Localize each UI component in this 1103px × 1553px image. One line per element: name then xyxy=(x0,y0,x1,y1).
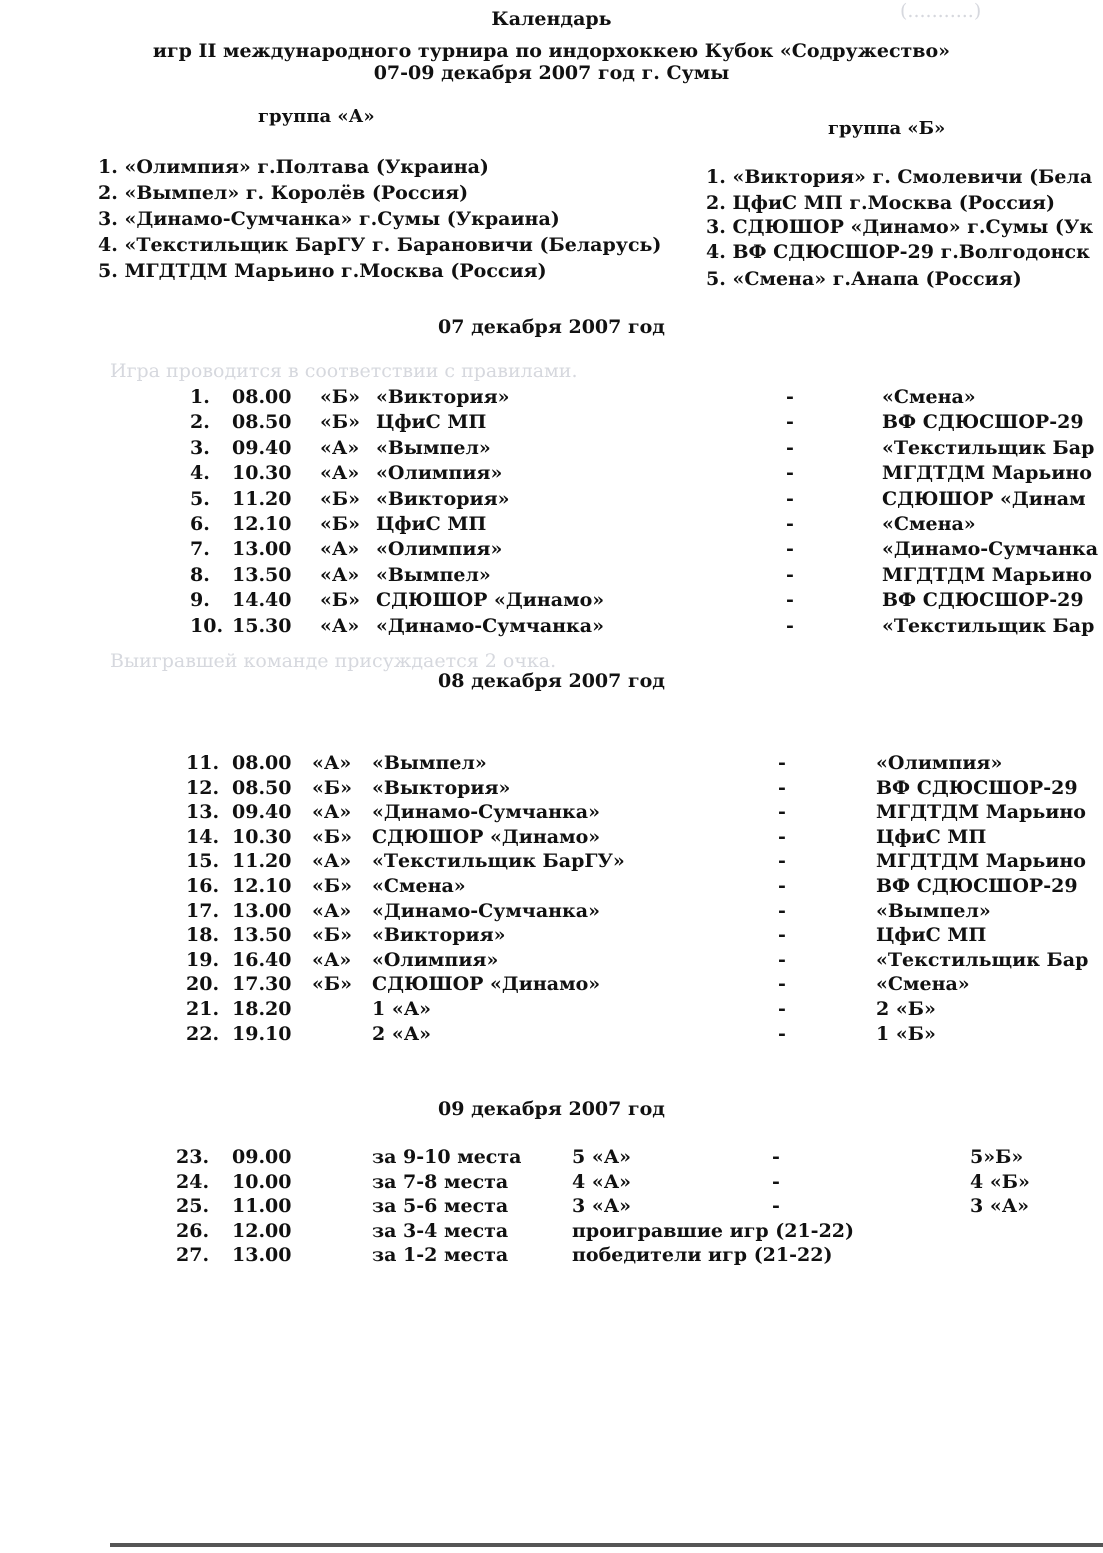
match-group: «А» xyxy=(320,538,360,561)
match-row xyxy=(0,513,1103,538)
match-num: 21. xyxy=(186,998,220,1020)
match-row xyxy=(0,900,1103,925)
match-time: 14.40 xyxy=(232,589,292,612)
match-home: СДЮШОР «Динамо» xyxy=(372,825,601,848)
match-dash: - xyxy=(778,850,786,873)
match-time: 15.30 xyxy=(232,614,292,637)
match-group: «А» xyxy=(312,850,352,873)
match-group: «А» xyxy=(320,436,360,459)
match-place: за 1-2 места xyxy=(372,1244,509,1267)
match-home: «Виктория» xyxy=(376,487,510,510)
match-home: «Динамо-Сумчанка» xyxy=(376,614,604,637)
match-home: «Вымпел» xyxy=(372,752,487,774)
match-group: «А» xyxy=(320,563,360,586)
group-b-team: 5. «Смена» г.Анапа (Россия) xyxy=(706,268,1022,290)
day2-title: 08 декабря 2007 год xyxy=(438,670,665,692)
match-group: «А» xyxy=(312,948,352,971)
match-away: МГДТДМ Марьино xyxy=(876,801,1086,824)
match-row xyxy=(0,973,1103,998)
match-home: «Олимпия» xyxy=(372,948,499,971)
match-group: «Б» xyxy=(312,875,352,897)
match-home: 5 «А» xyxy=(572,1146,632,1168)
match-group: «Б» xyxy=(312,825,352,848)
match-dash: - xyxy=(786,411,794,434)
match-dash: - xyxy=(786,462,794,485)
match-row xyxy=(0,875,1103,900)
match-dash: - xyxy=(778,1022,786,1045)
match-time: 13.00 xyxy=(232,538,292,561)
match-away: ЦфиС МП xyxy=(876,825,987,848)
group-b-team: 3. СДЮШОР «Динамо» г.Сумы (Ук xyxy=(706,216,1094,238)
match-dash: - xyxy=(786,386,794,408)
group-a-team: 3. «Динамо-Сумчанка» г.Сумы (Украина) xyxy=(98,208,560,230)
match-num: 25. xyxy=(176,1195,210,1218)
match-home: «Виктория» xyxy=(376,386,510,408)
day3-title: 09 декабря 2007 год xyxy=(438,1098,665,1120)
day1-title: 07 декабря 2007 год xyxy=(438,316,665,338)
group-a-team: 1. «Олимпия» г.Полтава (Украина) xyxy=(98,156,489,178)
match-dash: - xyxy=(786,614,794,637)
match-row xyxy=(0,615,1103,640)
group-a-title: группа «А» xyxy=(258,106,375,127)
group-a-team: 5. МГДТДМ Марьино г.Москва (Россия) xyxy=(98,260,547,282)
match-home: ЦфиС МП xyxy=(376,513,487,535)
match-num: 17. xyxy=(186,899,220,922)
match-away: «Олимпия» xyxy=(876,752,1003,774)
match-home: «Динамо-Сумчанка» xyxy=(372,801,600,824)
match-home: «Смена» xyxy=(372,875,466,897)
match-group: «Б» xyxy=(312,776,352,799)
group-a-team: 4. «Текстильщик БарГУ г. Барановичи (Беларусь) xyxy=(98,234,662,256)
match-away: 3 «А» xyxy=(970,1195,1030,1218)
match-row xyxy=(0,1171,1103,1196)
match-dash: - xyxy=(786,487,794,510)
match-group: «Б» xyxy=(312,973,352,996)
match-group: «Б» xyxy=(320,411,360,434)
match-dash: - xyxy=(778,801,786,824)
match-row xyxy=(0,949,1103,974)
match-away: «Текстильщик Бар xyxy=(882,614,1095,637)
match-dash: - xyxy=(772,1195,780,1218)
match-time: 17.30 xyxy=(232,973,292,996)
match-time: 11.00 xyxy=(232,1195,292,1218)
match-place: за 7-8 места xyxy=(372,1170,509,1193)
match-time: 10.00 xyxy=(232,1170,292,1193)
match-away: МГДТДМ Марьино xyxy=(882,563,1092,586)
match-num: 11. xyxy=(186,752,220,774)
match-num: 15. xyxy=(186,850,220,873)
match-group: «Б» xyxy=(320,513,360,535)
match-time: 13.50 xyxy=(232,563,292,586)
match-home: «Вымпел» xyxy=(376,563,491,586)
match-time: 08.50 xyxy=(232,411,292,434)
match-home: «Олимпия» xyxy=(376,462,503,485)
page-bottom-edge xyxy=(110,1543,1103,1547)
match-num: 27. xyxy=(176,1244,210,1267)
match-time: 12.10 xyxy=(232,513,292,535)
match-home: «Виктория» xyxy=(372,924,506,947)
match-away: 2 «Б» xyxy=(876,998,936,1020)
match-time: 10.30 xyxy=(232,462,292,485)
match-num: 20. xyxy=(186,973,220,996)
match-group: «Б» xyxy=(320,487,360,510)
match-home: «Текстильщик БарГУ» xyxy=(372,850,625,873)
bleed-through-line: (...........) xyxy=(900,0,982,22)
group-b-team: 1. «Виктория» г. Смолевичи (Бела xyxy=(706,166,1093,188)
match-time: 09.00 xyxy=(232,1146,292,1168)
match-num: 13. xyxy=(186,801,220,824)
match-time: 08.00 xyxy=(232,752,292,774)
match-away: «Текстильщик Бар xyxy=(876,948,1089,971)
match-row xyxy=(0,801,1103,826)
match-row xyxy=(0,589,1103,614)
match-num: 8. xyxy=(190,563,210,586)
match-num: 4. xyxy=(190,462,210,485)
match-dash: - xyxy=(772,1146,780,1168)
match-time: 10.30 xyxy=(232,825,292,848)
match-dash: - xyxy=(786,563,794,586)
match-dash: - xyxy=(786,538,794,561)
document-date-place: 07-09 декабря 2007 год г. Сумы xyxy=(373,62,730,84)
match-home: ЦфиС МП xyxy=(376,411,487,434)
match-row xyxy=(0,462,1103,487)
match-away: 5»Б» xyxy=(970,1146,1024,1168)
match-time: 12.10 xyxy=(232,875,292,897)
match-time: 13.50 xyxy=(232,924,292,947)
match-num: 26. xyxy=(176,1219,210,1242)
match-away: «Смена» xyxy=(882,513,976,535)
group-b-team: 4. ВФ СДЮСШОР-29 г.Волгодонск xyxy=(706,241,1090,263)
match-dash: - xyxy=(778,973,786,996)
match-dash: - xyxy=(778,825,786,848)
match-row xyxy=(0,826,1103,851)
match-time: 09.40 xyxy=(232,436,292,459)
match-row xyxy=(0,850,1103,875)
document-subtitle: игр II международного турнира по индорхоккею Кубок «Содружество» xyxy=(152,40,951,62)
match-group: «А» xyxy=(312,801,352,824)
match-num: 22. xyxy=(186,1022,220,1045)
match-time: 18.20 xyxy=(232,998,292,1020)
document-title: Календарь xyxy=(491,8,612,30)
match-away: ВФ СДЮСШОР-29 xyxy=(882,589,1084,612)
match-num: 9. xyxy=(190,589,210,612)
match-num: 5. xyxy=(190,487,210,510)
match-num: 12. xyxy=(186,776,220,799)
match-time: 13.00 xyxy=(232,1244,292,1267)
match-home: 2 «А» xyxy=(372,1022,432,1045)
match-row xyxy=(0,1244,1103,1269)
match-dash: - xyxy=(778,998,786,1020)
match-away: «Смена» xyxy=(882,386,976,408)
match-time: 11.20 xyxy=(232,487,292,510)
match-away: «Динамо-Сумчанка xyxy=(882,538,1099,561)
match-num: 6. xyxy=(190,513,210,535)
bleed-through-line: Игра проводится в соответствии с правилами. xyxy=(110,360,578,382)
match-dash: - xyxy=(786,589,794,612)
match-away: МГДТДМ Марьино xyxy=(882,462,1092,485)
match-row xyxy=(0,386,1103,411)
match-row xyxy=(0,437,1103,462)
match-row xyxy=(0,1195,1103,1220)
match-row xyxy=(0,1220,1103,1245)
match-dash: - xyxy=(778,875,786,897)
match-dash: - xyxy=(778,752,786,774)
match-home: 3 «А» xyxy=(572,1195,632,1218)
group-a-team: 2. «Вымпел» г. Королёв (Россия) xyxy=(98,182,469,204)
match-row xyxy=(0,1146,1103,1171)
match-home: проигравшие игр (21-22) xyxy=(572,1219,854,1242)
bleed-through-line: Выигравшей команде присуждается 2 очка. xyxy=(110,650,557,672)
match-time: 13.00 xyxy=(232,899,292,922)
match-away: 4 «Б» xyxy=(970,1170,1030,1193)
match-group: «Б» xyxy=(320,589,360,612)
group-b-team: 2. ЦфиС МП г.Москва (Россия) xyxy=(706,192,1055,214)
match-time: 12.00 xyxy=(232,1219,292,1242)
match-group: «А» xyxy=(312,899,352,922)
match-place: за 3-4 места xyxy=(372,1219,509,1242)
match-away: СДЮШОР «Динам xyxy=(882,487,1086,510)
match-num: 14. xyxy=(186,825,220,848)
match-num: 3. xyxy=(190,436,210,459)
match-time: 16.40 xyxy=(232,948,292,971)
match-dash: - xyxy=(772,1170,780,1193)
match-away: ВФ СДЮСШОР-29 xyxy=(882,411,1084,434)
match-dash: - xyxy=(778,924,786,947)
match-home: «Олимпия» xyxy=(376,538,503,561)
match-num: 7. xyxy=(190,538,210,561)
match-away: «Вымпел» xyxy=(876,899,991,922)
match-group: «А» xyxy=(312,752,352,774)
match-num: 19. xyxy=(186,948,220,971)
match-away: ВФ СДЮСШОР-29 xyxy=(876,776,1078,799)
match-group: «А» xyxy=(320,614,360,637)
match-time: 11.20 xyxy=(232,850,292,873)
match-dash: - xyxy=(778,899,786,922)
match-place: за 9-10 места xyxy=(372,1146,522,1168)
match-num: 24. xyxy=(176,1170,210,1193)
match-home: 4 «А» xyxy=(572,1170,632,1193)
match-dash: - xyxy=(778,776,786,799)
match-row xyxy=(0,752,1103,777)
match-num: 10. xyxy=(190,614,224,637)
match-time: 09.40 xyxy=(232,801,292,824)
match-dash: - xyxy=(786,436,794,459)
match-home: «Вымпел» xyxy=(376,436,491,459)
match-away: «Смена» xyxy=(876,973,970,996)
match-group: «А» xyxy=(320,462,360,485)
match-home: «Динамо-Сумчанка» xyxy=(372,899,600,922)
match-dash: - xyxy=(778,948,786,971)
match-away: ЦфиС МП xyxy=(876,924,987,947)
match-row xyxy=(0,411,1103,436)
match-home: СДЮШОР «Динамо» xyxy=(372,973,601,996)
match-num: 2. xyxy=(190,411,210,434)
match-time: 08.50 xyxy=(232,776,292,799)
match-home: победители игр (21-22) xyxy=(572,1244,833,1267)
match-row xyxy=(0,777,1103,802)
match-num: 16. xyxy=(186,875,220,897)
match-row xyxy=(0,538,1103,563)
match-num: 18. xyxy=(186,924,220,947)
match-row xyxy=(0,1023,1103,1048)
match-home: СДЮШОР «Динамо» xyxy=(376,589,605,612)
match-away: «Текстильщик Бар xyxy=(882,436,1095,459)
match-row xyxy=(0,924,1103,949)
match-away: МГДТДМ Марьино xyxy=(876,850,1086,873)
match-dash: - xyxy=(786,513,794,535)
group-b-title: группа «Б» xyxy=(828,118,946,139)
match-row xyxy=(0,488,1103,513)
match-row xyxy=(0,564,1103,589)
match-row xyxy=(0,998,1103,1023)
match-group: «Б» xyxy=(320,386,360,408)
match-num: 1. xyxy=(190,386,210,408)
match-group: «Б» xyxy=(312,924,352,947)
match-away: ВФ СДЮСШОР-29 xyxy=(876,875,1078,897)
match-home: 1 «А» xyxy=(372,998,432,1020)
match-away: 1 «Б» xyxy=(876,1022,936,1045)
match-num: 23. xyxy=(176,1146,210,1168)
match-place: за 5-6 места xyxy=(372,1195,509,1218)
match-home: «Выктория» xyxy=(372,776,511,799)
match-time: 08.00 xyxy=(232,386,292,408)
match-time: 19.10 xyxy=(232,1022,292,1045)
